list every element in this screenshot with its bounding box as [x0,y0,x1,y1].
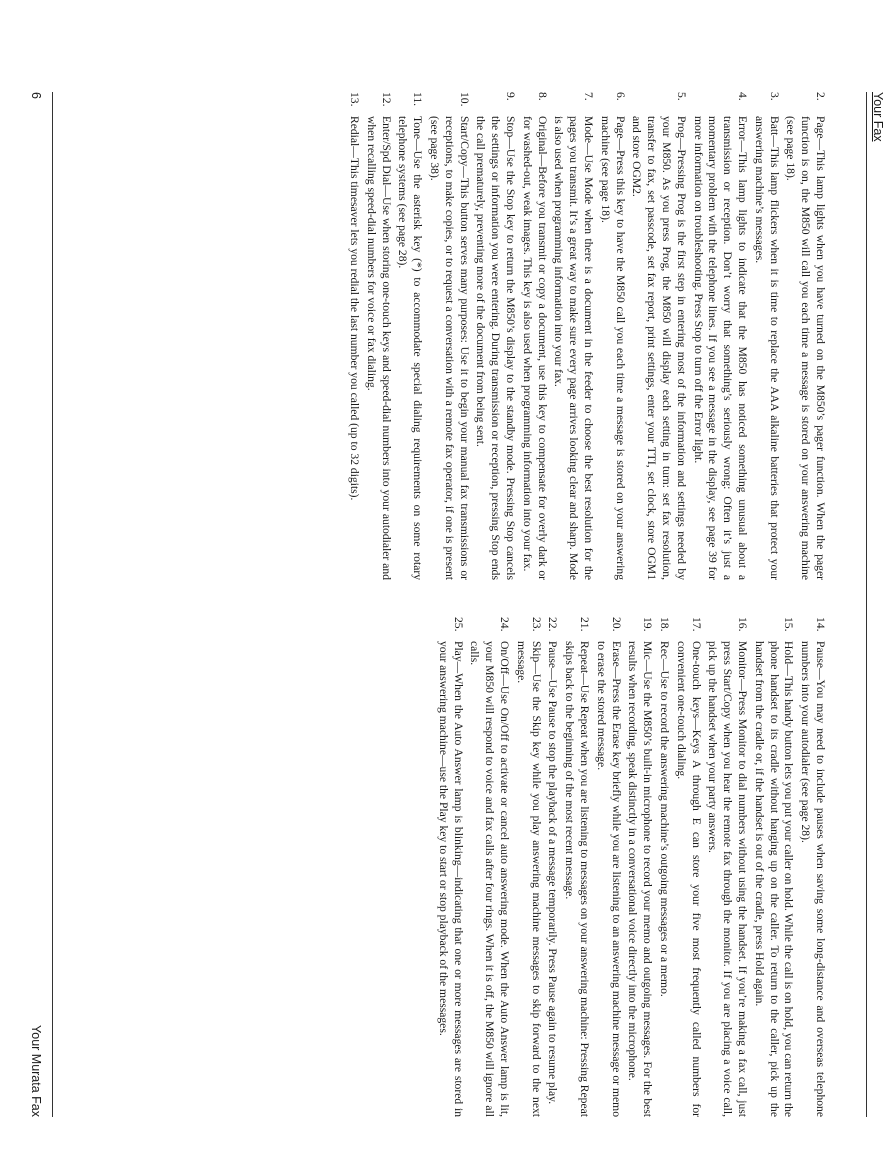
list-item [625,617,655,1117]
item-description: —This timesaver lets you redial the last number you called (up to 32 digits). [348,146,362,501]
item-label: Enter/Spd Dial [379,116,393,186]
item-description: —You may need to include pauses when saving some long-distance and overseas telephone numbers into your autodialer (see page 28). [799,641,827,1117]
item-number: 13. [348,92,362,107]
item-description: —This lamp flickers when it is time to replace the AAA alkaline batteries that protect your answering machine’s messages. [752,116,781,580]
list-item [690,92,749,580]
item-description: —Before you transmit or copy a document, use this key to compensate for overly dark or for washed-out, weak images. This key is also used when programming information into your fax. [520,116,549,580]
item-description: —Use the M850’s built-in microphone to record your memo and outgoing messages. For the best results when recording, speak distinctly in a conversational voice directly into the microphone. [626,641,655,1117]
item-label: Pause [814,641,827,669]
item-number: 16. [736,617,750,632]
item-description: —Use the asterisk key (*) to accommodate special dialing requirements on some rotary telephone systems (see page 28). [396,116,425,580]
item-label: Play [451,641,465,662]
item-label: Tone [411,116,425,140]
item-label: Stop [504,116,518,138]
item-description: —Press Monitor to dial numbers without using the handset. If you’re making a fax call, just press Start/Copy when you hear the remote fax through the monitor. If you are placing a voice call, pick up the handset when your party answers. [706,641,750,1117]
item-label: Repeat [578,641,592,674]
item-number: 3. [767,92,781,101]
list-item [435,617,465,1117]
page-number: 6 [29,92,43,99]
item-label: One-touch keys [689,641,703,719]
item-number: 8. [535,92,549,101]
list-item [629,92,688,580]
item-label: Rec [658,641,672,660]
item-number: 18. [658,617,672,632]
item-label: Pause [546,641,560,669]
header-rule [866,92,867,1117]
item-description: —Use Pause to stop the playback of a message temporarily. Press Pause again to resume play. [546,668,560,1105]
list-item [426,92,470,580]
item-number: 5. [674,92,688,101]
item-description: —Use the Skip key while you play answering machine messages to skip forward to the next message. [514,641,543,1117]
item-label: Monitor [736,641,750,680]
item-number: 10. [457,92,471,107]
list-item [363,92,393,580]
list-item [551,92,595,580]
item-description: —This lamp lights to indicate that the M850 has noticed something unusual about a transmission or reception. Don’t worry that something’s seriously wrong: Often it’s just a momentary problem with the telephone lines. If you see a message in the display, see page 39 for more information on troubleshooting. Press Stop to turn off the Error light. [691,116,750,580]
item-label: Skip [529,641,543,663]
item-description: —Use Repeat when you are listening to messages on your answering machine: Pressing Repeat skips back to the beginning of the most recent message. [563,641,592,1117]
header-title: Your Fax [871,92,885,142]
list-item [751,92,781,580]
list-item [705,617,749,1117]
item-number: 21. [578,617,592,632]
item-description: —Use On/Off to activate or cancel auto answering mode. When the Auto Answer lamp is lit, your M850 will respond to voice and fax calls after four rings. When it is off, the M850 will ignore all calls. [468,641,512,1117]
item-number: 12. [379,92,393,107]
item-label: Page [814,116,827,139]
item-description: —Use when storing one-touch keys and speed-dial numbers into your autodialer and when recalling speed-dial numbers for voice or fax dialing. [364,116,393,581]
item-description: —This button serves many purposes: Use it to begin your manual fax transmissions or receptions, to make copies, or to request a conversation with a remote fax operator, if one is present (see page 38). [428,116,471,580]
item-description: —Pressing Prog is the first step in entering most of the information and settings needed by your M850. As you press Prog, the M850 will display each setting in turn: set fax resolution, transfer to fax, set passcode, set fax report, print settings, enter your TTI, set clock, store OGM1 and store OGM2. [630,116,688,580]
left-column [344,92,827,580]
item-description: —Press this key to have the M850 call you each time a message is stored on your answering machine (see page 18). [598,116,627,580]
item-description: —Keys A through E can store your five most frequently called numbers for convenient one-touch dialing. [674,641,703,1117]
list-item [513,617,543,1117]
item-number: 22. [546,617,560,632]
item-label: On/Off [498,641,512,675]
item-number: 11. [411,92,425,107]
item-number: 20. [609,617,623,632]
list-item [545,617,560,1117]
item-label: Erase [609,641,623,667]
right-column [433,617,827,1117]
item-description: —Use the Stop key to return the M850’s display to the standby mode. Pressing Stop cancels the settings or information you were entering. During transmission or reception, pressing Stop ends the call prematurely, preventing more of the document from being sent. [474,116,518,580]
list-item [395,92,425,580]
item-number: 25. [451,617,465,632]
list-item [656,617,671,1117]
item-number: 2. [814,92,827,101]
list-item [593,617,623,1117]
item-number: 24. [498,617,512,632]
item-number: 17. [689,617,703,632]
item-label: Hold [782,641,796,665]
item-number: 19. [641,617,655,632]
item-label: Error [736,116,750,141]
item-number: 4. [736,92,750,101]
list-item [751,617,795,1117]
item-description: —Use to record the answering machine’s outgoing messages or a memo. [658,659,672,997]
list-item [783,92,827,580]
list-item [561,617,591,1117]
item-label: Redial [348,116,362,147]
list-item [467,617,511,1117]
item-label: Batt [767,116,781,136]
list-item [346,92,361,580]
list-item [597,92,627,580]
item-number: 14. [814,617,827,632]
item-label: Prog [674,116,688,138]
item-label: Original [535,116,549,155]
item-description: —Press the Erase key briefly while you are listening to an answering machine message or memo to erase the stored message. [594,641,623,1117]
item-label: Page [613,116,627,139]
footer-rule [52,92,53,1117]
item-description: —This handy button lets you put your caller on hold. While the call is on hold, you can return the phone handset to its cradle without hanging up on the caller. To return to the caller, pick up the handset from the cradle or, if the handset is out of the cradle, press Hold again. [752,641,796,1118]
list-item [673,617,703,1117]
list-item [519,92,549,580]
item-label: Start/Copy [457,116,471,167]
list-item [797,617,827,1117]
list-item [473,92,517,580]
item-description: —This lamp lights when you have turned on the M850’s pager function. When the pager function is on, the M850 will call you each time a message is stored on your answering machine (see page 18). [784,116,827,580]
item-number: 9. [504,92,518,101]
footer-title: Your Murata Fax [29,1025,43,1117]
item-number: 23. [529,617,543,632]
item-description: —When the Auto Answer lamp is blinking—indicating that one or more messages are stored in your answering machine—use the Play key to start or stop playback of the messages. [436,641,465,1117]
item-label: Mic [641,641,655,660]
item-number: 15. [782,617,796,632]
item-description: —Use Mode when there is a document in the feeder to choose the best resolution for the pages you transmit. It’s a great way to make sure every page arrives looking clear and sharp. Mode is also used when programming information into your fax. [552,116,596,580]
item-number: 7. [582,92,596,101]
item-label: Mode [582,116,596,144]
item-number: 6. [613,92,627,101]
